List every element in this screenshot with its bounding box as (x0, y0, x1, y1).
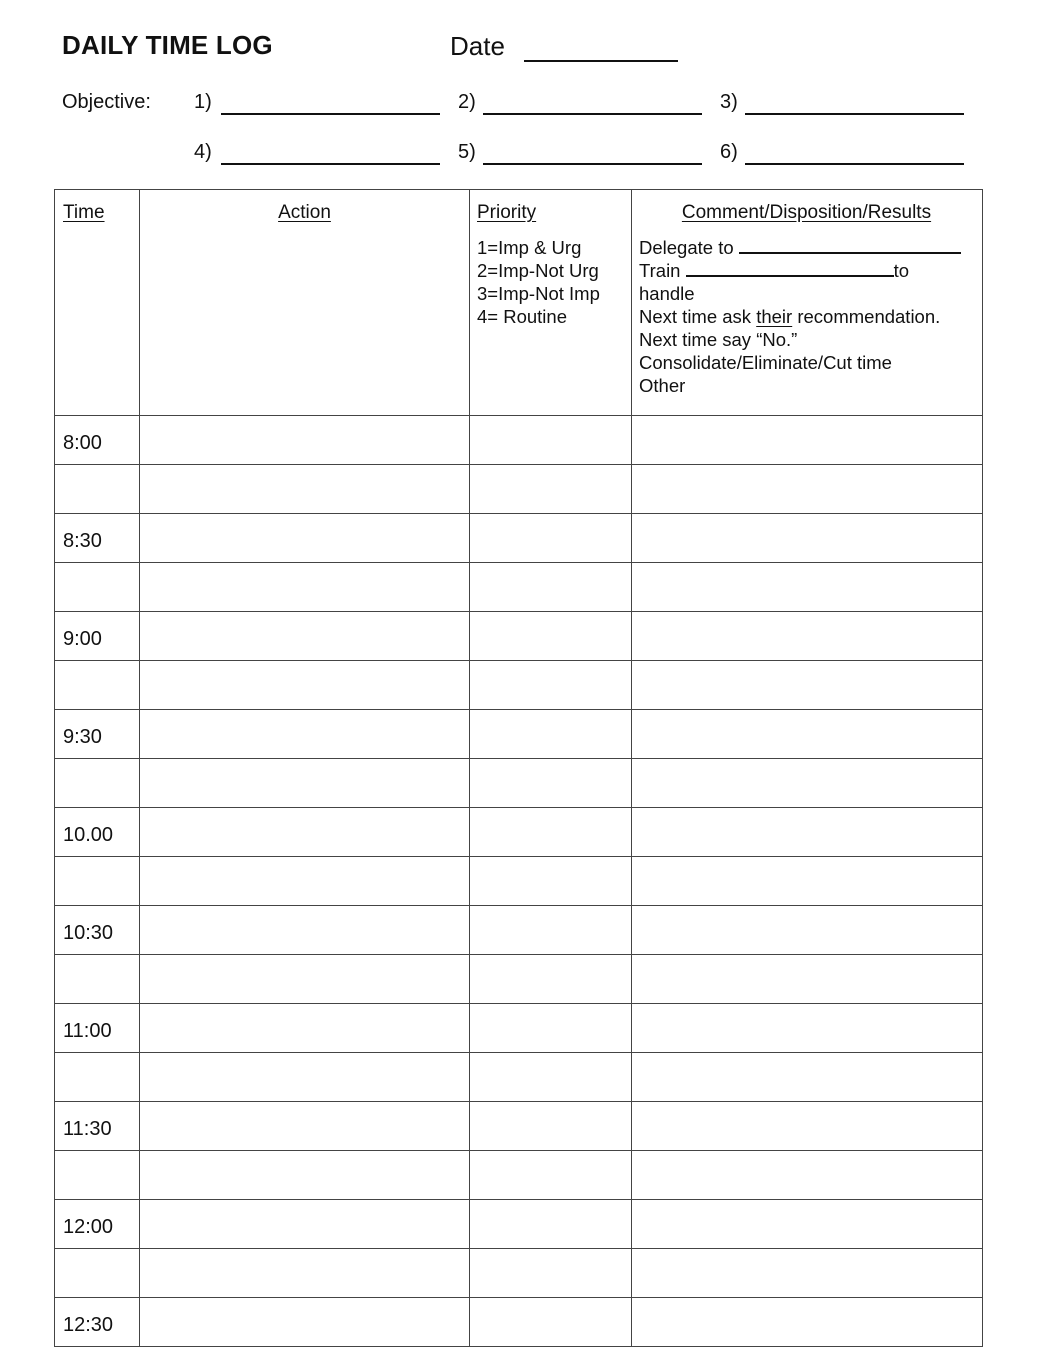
action-cell[interactable] (140, 416, 470, 465)
priority-cell[interactable] (470, 1200, 632, 1249)
priority-cell[interactable] (470, 514, 632, 563)
priority-cell[interactable] (470, 1298, 632, 1347)
comment-cell[interactable] (632, 514, 983, 563)
comment-legend-consolidate: Consolidate/Eliminate/Cut time (639, 352, 892, 373)
comment-legend-train (639, 259, 982, 282)
comment-cell[interactable] (632, 1298, 983, 1347)
comment-cell[interactable] (632, 612, 983, 661)
comment-cell[interactable] (632, 465, 983, 514)
table-row (55, 563, 983, 612)
train-text: Train (639, 260, 681, 281)
time-cell (55, 1053, 140, 1102)
comment-cell[interactable] (632, 1249, 983, 1298)
action-cell[interactable] (140, 1053, 470, 1102)
objective-3-field[interactable] (745, 113, 964, 115)
ask-post-text: recommendation. (792, 306, 941, 327)
comment-cell[interactable] (632, 857, 983, 906)
comment-cell[interactable] (632, 906, 983, 955)
action-cell[interactable] (140, 1102, 470, 1151)
train-to-text: to (893, 260, 910, 281)
table-row (55, 612, 983, 661)
objective-4-field[interactable] (221, 163, 440, 165)
action-cell[interactable] (140, 514, 470, 563)
objective-number: 3) (720, 91, 738, 113)
table-row (55, 906, 983, 955)
priority-legend-item: 1=Imp & Urg (477, 237, 582, 258)
action-column-header: Action (278, 202, 331, 223)
priority-legend-item: 4= Routine (477, 306, 567, 327)
action-cell[interactable] (140, 955, 470, 1004)
comment-cell[interactable] (632, 661, 983, 710)
comment-legend-ask (639, 305, 982, 328)
objective-number: 4) (194, 141, 212, 163)
comment-cell[interactable] (632, 955, 983, 1004)
comment-cell[interactable] (632, 1151, 983, 1200)
action-cell[interactable] (140, 1151, 470, 1200)
priority-cell[interactable] (470, 1249, 632, 1298)
comment-legend-other: Other (639, 375, 686, 396)
objective-1-field[interactable] (221, 113, 440, 115)
time-cell: 11:00 (55, 1004, 140, 1053)
time-cell (55, 857, 140, 906)
comment-cell[interactable] (632, 710, 983, 759)
time-cell: 10:30 (55, 906, 140, 955)
train-blank (686, 259, 894, 277)
priority-column-header: Priority (477, 202, 537, 223)
action-cell[interactable] (140, 710, 470, 759)
action-header-cell (140, 190, 470, 416)
table-row (55, 1298, 983, 1347)
action-cell[interactable] (140, 465, 470, 514)
form-title: DAILY TIME LOG (62, 30, 273, 60)
time-cell (55, 1249, 140, 1298)
table-row (55, 1151, 983, 1200)
table-row (55, 710, 983, 759)
time-cell (55, 1151, 140, 1200)
comment-legend-say-no: Next time say “No.” (639, 329, 798, 350)
table-row (55, 808, 983, 857)
action-cell[interactable] (140, 563, 470, 612)
table-row (55, 514, 983, 563)
action-cell[interactable] (140, 612, 470, 661)
date-label: Date (450, 31, 505, 61)
comment-cell[interactable] (632, 808, 983, 857)
time-cell: 9:00 (55, 612, 140, 661)
table-row (55, 955, 983, 1004)
ask-text: Next time ask (639, 306, 757, 327)
comment-legend-handle: handle (639, 283, 695, 304)
time-cell (55, 955, 140, 1004)
objective-number: 1) (194, 91, 212, 113)
table-row (55, 759, 983, 808)
priority-cell[interactable] (470, 906, 632, 955)
objective-2-field[interactable] (483, 113, 702, 115)
priority-cell[interactable] (470, 661, 632, 710)
priority-cell[interactable] (470, 1004, 632, 1053)
priority-cell[interactable] (470, 857, 632, 906)
action-cell[interactable] (140, 1004, 470, 1053)
action-cell[interactable] (140, 1249, 470, 1298)
comment-legend (639, 236, 982, 397)
comment-cell[interactable] (632, 759, 983, 808)
priority-cell[interactable] (470, 1102, 632, 1151)
comment-cell[interactable] (632, 1053, 983, 1102)
priority-legend-item: 2=Imp-Not Urg (477, 260, 599, 281)
objective-5-field[interactable] (483, 163, 702, 165)
table-row (55, 1004, 983, 1053)
comment-cell[interactable] (632, 1200, 983, 1249)
table-row (55, 1102, 983, 1151)
comment-cell[interactable] (632, 1102, 983, 1151)
priority-legend-item: 3=Imp-Not Imp (477, 283, 600, 304)
priority-cell[interactable] (470, 563, 632, 612)
priority-cell[interactable] (470, 416, 632, 465)
objective-number: 5) (458, 141, 476, 163)
table-row (55, 1249, 983, 1298)
ask-their-text: their (756, 306, 793, 327)
objective-number: 2) (458, 91, 476, 113)
time-cell (55, 759, 140, 808)
header-row (55, 190, 983, 416)
priority-cell[interactable] (470, 465, 632, 514)
time-cell: 11:30 (55, 1102, 140, 1151)
priority-cell[interactable] (470, 710, 632, 759)
priority-legend (477, 236, 631, 328)
time-cell: 8:00 (55, 416, 140, 465)
time-cell: 8:30 (55, 514, 140, 563)
time-cell (55, 563, 140, 612)
objective-6-field[interactable] (745, 163, 964, 165)
priority-cell[interactable] (470, 759, 632, 808)
comment-cell[interactable] (632, 563, 983, 612)
date-field[interactable] (524, 60, 678, 62)
table-row (55, 1200, 983, 1249)
time-cell (55, 661, 140, 710)
priority-cell[interactable] (470, 1053, 632, 1102)
time-cell: 12:30 (55, 1298, 140, 1347)
priority-cell[interactable] (470, 808, 632, 857)
delegate-blank (739, 236, 961, 254)
priority-cell[interactable] (470, 1151, 632, 1200)
table-row (55, 1053, 983, 1102)
objective-number: 6) (720, 141, 738, 163)
time-log-table (54, 189, 983, 1347)
delegate-text: Delegate to (639, 237, 734, 258)
time-column-header: Time (63, 202, 105, 223)
table-row (55, 857, 983, 906)
action-cell[interactable] (140, 906, 470, 955)
table-row (55, 416, 983, 465)
comment-header-cell (632, 190, 983, 416)
time-cell: 12:00 (55, 1200, 140, 1249)
objective-label: Objective: (62, 91, 151, 113)
priority-cell[interactable] (470, 955, 632, 1004)
time-cell: 10.00 (55, 808, 140, 857)
time-header-cell (55, 190, 140, 416)
comment-cell[interactable] (632, 416, 983, 465)
action-cell[interactable] (140, 661, 470, 710)
comment-cell[interactable] (632, 1004, 983, 1053)
action-cell[interactable] (140, 808, 470, 857)
priority-cell[interactable] (470, 612, 632, 661)
comment-column-header: Comment/Disposition/Results (681, 202, 932, 223)
priority-header-cell (470, 190, 632, 416)
action-cell[interactable] (140, 857, 470, 906)
action-cell[interactable] (140, 759, 470, 808)
action-cell[interactable] (140, 1298, 470, 1347)
time-cell (55, 465, 140, 514)
time-cell: 9:30 (55, 710, 140, 759)
action-cell[interactable] (140, 1200, 470, 1249)
table-row (55, 465, 983, 514)
comment-legend-delegate (639, 236, 982, 259)
table-row (55, 661, 983, 710)
